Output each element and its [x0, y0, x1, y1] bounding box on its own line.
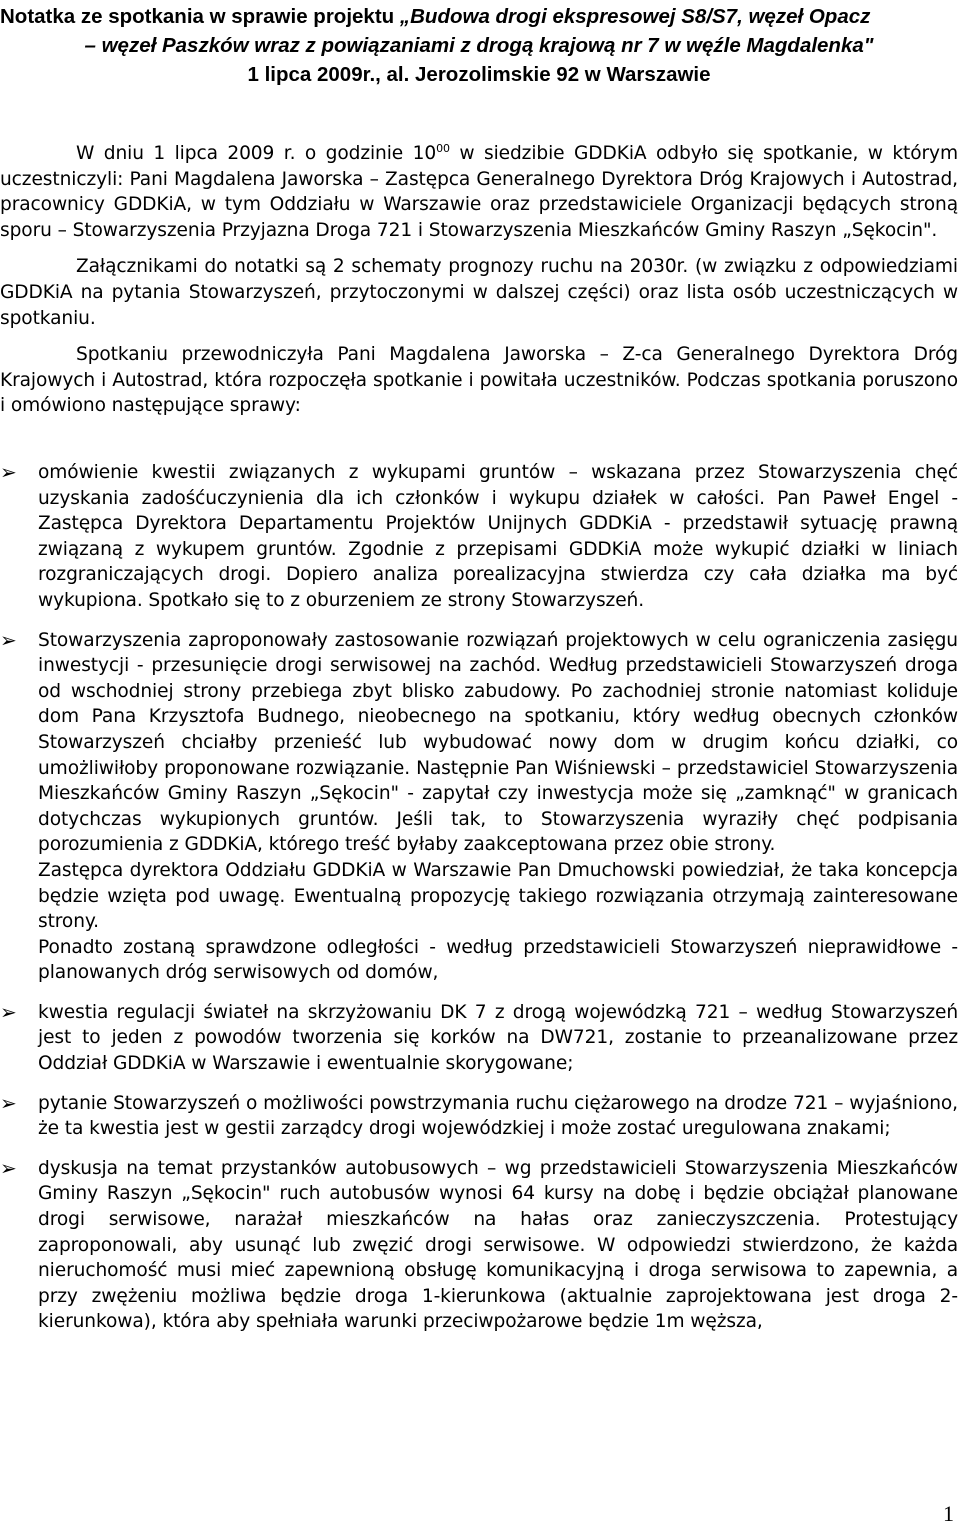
- list-item-paragraph: Stowarzyszenia zaproponowały zastosowanie rozwiązań projektowych w celu ograniczenia zasięgu inwestycji - przesunięcie drogi serwisowej na zachód. Według przedstawicieli Stowarzyszeń droga od wschodniej strony przebiega zbyt blisko zabudowy. Po zachodniej stronie natomiast koliduje dom Pana Krzysztofa Budnego, nieobecnego na spotkaniu, który według obecnych członków Stowarzyszeń chciałby przenieść lub wybudować nowy dom w drugim końcu działki, co umożliwiłoby proponowane rozwiązanie. Następnie Pan Wiśniewski – przedstawiciel Stowarzyszenia Mieszkańców Gminy Raszyn „Sękocin" - zapytał czy inwestycja może się „zamknąć" w granicach dotychczas wykupionych gruntów. Jeśli tak, to Stowarzyszenia wyraziły chęć podpisania porozumienia z GDDKiA, którego treść byłaby zaakceptowana przez obie strony.: [38, 629, 958, 856]
- intro-paragraph-1: [0, 141, 958, 243]
- list-item-paragraph: omówienie kwestii związanych z wykupami gruntów – wskazana przez Stowarzyszenia chęć uzyskania zadośćuczynienia dla ich członków i wykupu działek w całości. Pan Paweł Engel - Zastępca Dyrektora Departamentu Projektów Unijnych GDDKiA - przedstawił sytuację prawną związaną z wykupem gruntów. Zgodnie z przepisami GDDKiA może wykupić działki w liniach rozgraniczających drogi. Dopiero analiza porealizacyjna stwierdza czy cała działka ma być wykupiona. Spotkało się to z oburzeniem ze strony Stowarzyszeń.: [38, 462, 958, 611]
- project-name-part-2: – węzeł Paszków wraz z powiązaniami z drogą krajową nr 7 w węźle Magdalenka": [84, 34, 874, 57]
- intro-paragraph-2: Załącznikami do notatki są 2 schematy prognozy ruchu na 2030r. (w związku z odpowiedziami GDDKiA na pytania Stowarzyszeń, przytoczonymi w dalszej części) oraz lista osób uczestniczących w spotkaniu.: [0, 256, 958, 329]
- title-prefix: Notatka ze spotkania w sprawie projektu: [0, 5, 400, 28]
- title-line-2: [0, 31, 958, 60]
- intro-p1-start: W dniu 1 lipca 2009 r. o godzinie 10: [76, 143, 437, 164]
- intro-section: [0, 141, 958, 419]
- list-item: [0, 628, 958, 986]
- title-line-1: [0, 2, 958, 31]
- discussion-items-list: [0, 460, 958, 1335]
- intro-p1-rest: w siedzibie GDDKiA odbyło się spotkanie, w którym uczestniczyli: Pani Magdalena Jaworska – Zastępca Generalnego Dyrektora Dróg Krajowych i Autostrad, pracownicy GDDKiA, w tym Oddziału w Warszawie oraz przedstawiciele Organizacji będących stroną sporu – Stowarzyszenia Przyjazna Droga 721 i Stowarzyszenia Mieszkańców Gminy Raszyn „Sękocin".: [0, 143, 958, 241]
- intro-paragraph-3: Spotkaniu przewodniczyła Pani Magdalena Jaworska – Z-ca Generalnego Dyrektora Dróg Krajowych i Autostrad, która rozpoczęła spotkanie i powitała uczestników. Podczas spotkania poruszono i omówiono następujące sprawy:: [0, 344, 958, 417]
- list-item-paragraph: dyskusja na temat przystanków autobusowych – wg przedstawicieli Stowarzyszenia Mieszkańców Gminy Raszyn „Sękocin" ruch autobusów wynosi 64 kursy na dobę i będzie obciążał planowane drogi serwisowe, narażał mieszkańców na hałas oraz zanieczyszczenia. Protestujący zaproponowali, aby usunąć lub zwęzić drogi serwisowe. W odpowiedzi stwierdzono, że każda nieruchomość musi mieć zapewnioną obsługę komunikacyjną i droga serwisowa to zapewnia, a przy zwężeniu możliwa będzie droga 1-kierunkowa (aktualnie zaprojektowana jest droga 2-kierunkowa), która aby spełniała warunki przeciwpożarowe będzie 1m węższa,: [38, 1157, 958, 1333]
- page-number: 1: [943, 1501, 954, 1526]
- list-item: [0, 1091, 958, 1142]
- list-item-paragraph: Zastępca dyrektora Oddziału GDDKiA w Warszawie Pan Dmuchowski powiedział, że taka koncepcja będzie wzięta pod uwagę. Ewentualną propozycję takiego rozwiązania otrzymają zainteresowane strony.: [38, 859, 958, 933]
- arrow-bullet-icon: ➢: [0, 1090, 17, 1115]
- project-name-part-1: „Budowa drogi ekspresowej S8/S7, węzeł Opacz: [399, 5, 871, 28]
- time-superscript: 00: [436, 141, 450, 155]
- arrow-bullet-icon: ➢: [0, 627, 17, 652]
- list-item: [0, 460, 958, 614]
- list-item-paragraph: kwestia regulacji świateł na skrzyżowaniu DK 7 z drogą wojewódzką 721 – według Stowarzyszeń jest to jeden z powodów tworzenia się korków na DW721, zostanie to przeanalizowane przez Oddział GDDKiA w Warszawie i ewentualnie skorygowane;: [38, 1001, 958, 1075]
- meeting-date-location: 1 lipca 2009r., al. Jerozolimskie 92 w Warszawie: [247, 63, 711, 86]
- list-item-paragraph: pytanie Stowarzyszeń o możliwości powstrzymania ruchu ciężarowego na drodze 721 – wyjaśniono, że ta kwestia jest w gestii zarządcy drogi wojewódzkiej i może zostać uregulowana znakami;: [38, 1092, 958, 1140]
- list-item: [0, 1156, 958, 1335]
- arrow-bullet-icon: ➢: [0, 460, 17, 484]
- arrow-bullet-icon: ➢: [0, 999, 17, 1024]
- list-item: [0, 1000, 958, 1077]
- document-title: [0, 2, 960, 89]
- list-item-paragraph: Ponadto zostaną sprawdzone odległości - według przedstawicieli Stowarzyszeń nieprawidłowe - planowanych dróg serwisowych od domów,: [38, 936, 958, 984]
- arrow-bullet-icon: ➢: [0, 1155, 17, 1180]
